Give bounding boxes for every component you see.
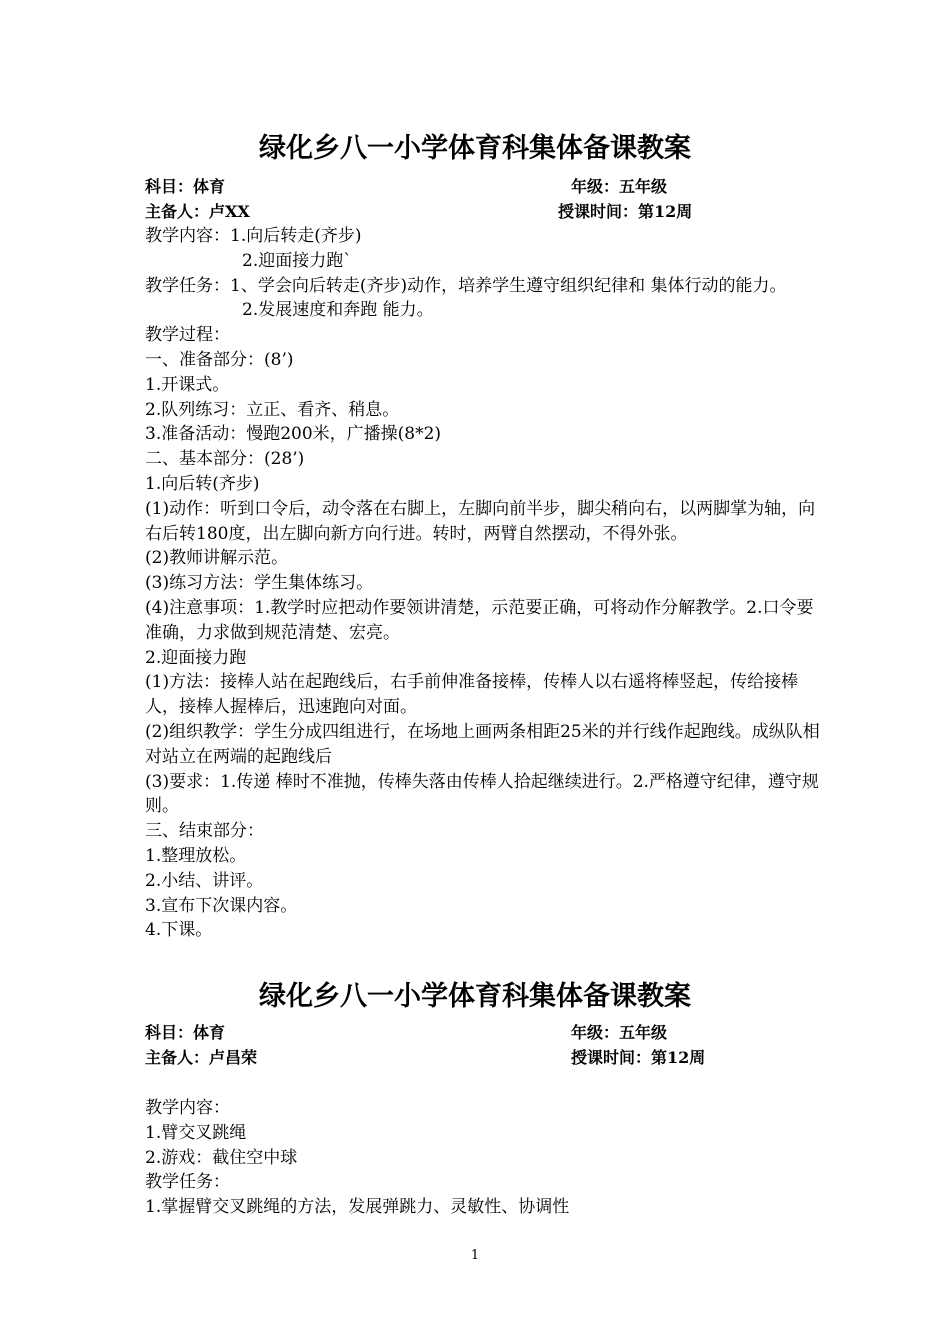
document-title: 绿化乡八一小学体育科集体备课教案 (259, 133, 691, 164)
teaching-content-line: 教学内容：1.向后转走(齐步) (145, 226, 362, 246)
text-line: 2.游戏：截住空中球 (145, 1147, 298, 1168)
text-line: 1.臂交叉跳绳 (145, 1122, 247, 1143)
preparer-label-2: 主备人：卢昌荣 (145, 1048, 258, 1067)
subject-label: 科目：体育 (145, 177, 226, 196)
text-line: 4.下课。 (145, 920, 213, 941)
section-heading: 二、基本部分：(28’) (145, 449, 305, 470)
text-line: (1)方法：接棒人站在起跑线后，右手前伸准备接棒，传棒人以右遥将棒竖起，传给接棒人，接棒人握棒后，迅速跑向对面。 (145, 672, 799, 718)
text-line: 3.准备活动：慢跑200米，广播操(8*2) (145, 424, 442, 445)
text-line: 1.开课式。 (145, 374, 230, 395)
text-line: (1)动作：听到口令后，动令落在右脚上，左脚向前半步，脚尖稍向右，以两脚掌为轴，向右后转180度，出左脚向新方向行进。转时，两臂自然摆动，不得外张。 (145, 498, 816, 544)
text-line: 2.队列练习：立正、看齐、稍息。 (145, 399, 400, 420)
text-line: 2.迎面接力跑 (145, 647, 247, 668)
lesson-time-label-2: 授课时间：第12周 (571, 1048, 706, 1067)
grade-label-2: 年级：五年级 (571, 1023, 668, 1042)
section-heading: 一、准备部分：(8’) (145, 349, 294, 370)
lesson-plan-body (145, 224, 829, 943)
text-line: 1.整理放松。 (145, 845, 247, 866)
teaching-task-line: 教学任务：1、学会向后转走(齐步)动作，培养学生遵守组织纪律和 集体行动的能力。 (145, 275, 787, 296)
teaching-content-line: 2.迎面接力跑` (242, 250, 352, 271)
section-heading: 教学内容： (145, 1098, 230, 1118)
section-heading: 教学过程： (145, 325, 230, 346)
subject-label-2: 科目：体育 (145, 1023, 226, 1042)
lesson-plan-body-2 (145, 1096, 829, 1220)
text-line: 1.掌握臂交叉跳绳的方法，发展弹跳力、灵敏性、协调性 (145, 1197, 570, 1218)
grade-label: 年级：五年级 (571, 177, 668, 196)
teaching-task-line: 2.发展速度和奔跑 能力。 (242, 300, 434, 321)
text-line: 2.小结、讲评。 (145, 870, 264, 891)
text-line: 3.宣布下次课内容。 (145, 895, 298, 916)
text-line: 1.向后转(齐步) (145, 473, 260, 494)
text-line: (2)教师讲解示范。 (145, 548, 289, 569)
page-number: 1 (470, 1248, 480, 1263)
text-line: (3)要求：1.传递 棒时不准抛，传棒失落由传棒人拾起继续进行。2.严格遵守纪律，遵守规则。 (145, 771, 819, 817)
section-heading: 教学任务： (145, 1172, 230, 1193)
text-line: (3)练习方法：学生集体练习。 (145, 573, 374, 594)
text-line: (4)注意事项：1.教学时应把动作要领讲清楚，示范要正确，可将动作分解教学。2.口令要准确，力求做到规范清楚、宏亮。 (145, 597, 814, 643)
text-line: (2)组织教学：学生分成四组进行，在场地上画两条相距25米的并行线作起跑线。成纵队相对站立在两端的起跑线后 (145, 721, 820, 767)
document-title-2: 绿化乡八一小学体育科集体备课教案 (259, 981, 691, 1012)
section-heading: 三、结束部分： (145, 821, 264, 842)
preparer-label: 主备人：卢XX (145, 202, 250, 221)
lesson-time-label: 授课时间：第12周 (558, 202, 693, 221)
